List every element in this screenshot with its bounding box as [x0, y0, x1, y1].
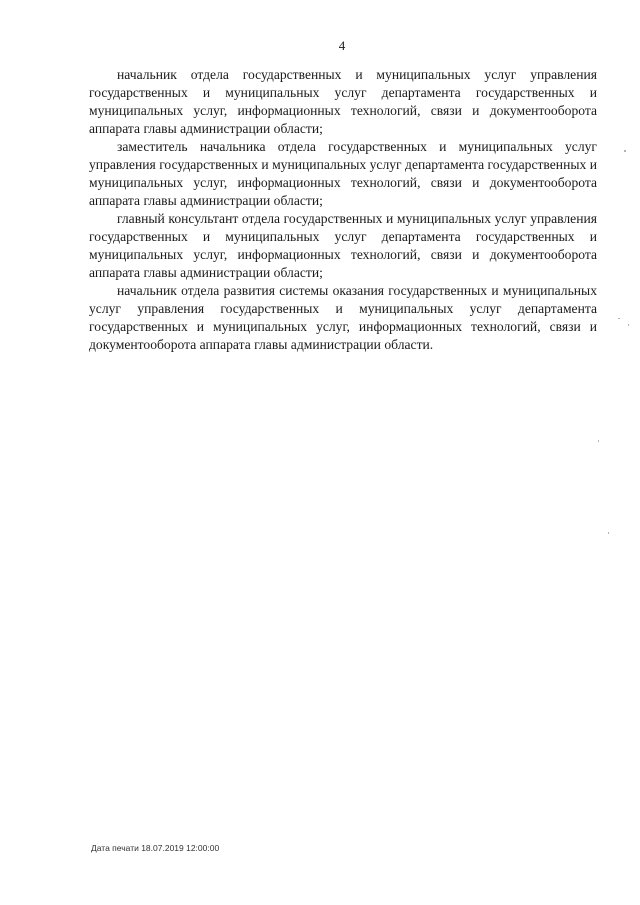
- print-date-footer: Дата печати 18.07.2019 12:00:00: [91, 843, 220, 853]
- paragraph-development-head: начальник отдела развития системы оказания государственных и муниципальных услуг управления государственных и муниципальных услуг департамента государственных и муниципальных услуг, информационных технологий, связи и документооборота аппарата главы администрации области.: [89, 283, 597, 352]
- paragraph-chief-consultant: главный консультант отдела государственных и муниципальных услуг управления государственных и муниципальных услуг департамента государственных и муниципальных услуг, информационных технологий, связи и документооборота аппарата главы администрации области;: [89, 211, 597, 280]
- scan-speck: [624, 150, 626, 152]
- paragraph-deputy-head: заместитель начальника отдела государственных и муниципальных услуг управления государственных и муниципальных услуг департамента государственных и муниципальных услуг, информационных технологий, связи и документооборота аппарата главы администрации области;: [89, 139, 597, 208]
- page-number: 4: [338, 38, 346, 53]
- scan-speck: [628, 324, 629, 326]
- scan-speck: [598, 440, 599, 442]
- scan-speck: [618, 318, 620, 319]
- document-body: [89, 66, 597, 354]
- scan-speck: [608, 532, 609, 534]
- paragraph-department-head: начальник отдела государственных и муниципальных услуг управления государственных и муниципальных услуг департамента государственных и муниципальных услуг, информационных технологий, связи и документооборота аппарата главы администрации области;: [89, 67, 597, 136]
